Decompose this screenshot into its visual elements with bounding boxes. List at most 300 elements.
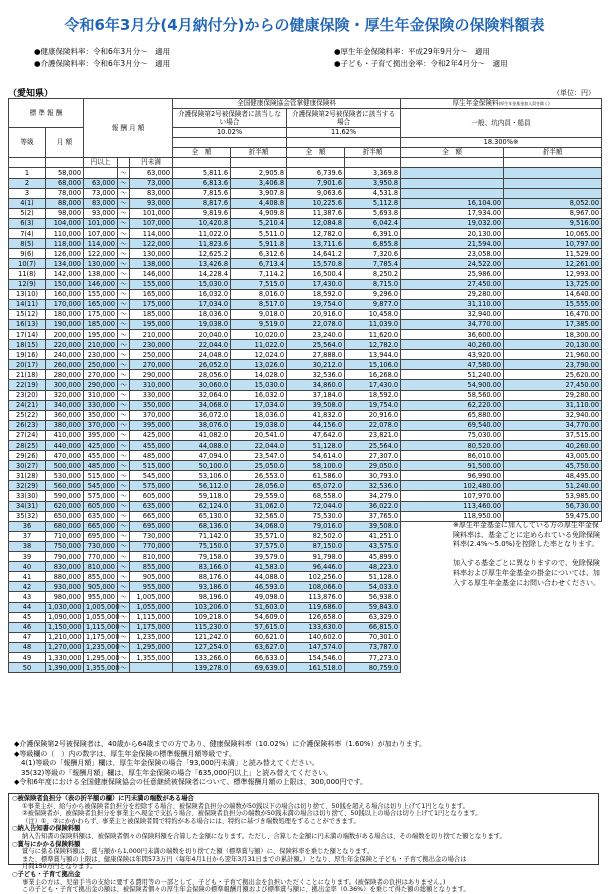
table-cell: 154,546.0 — [287, 652, 345, 662]
table-cell: ～ — [118, 309, 130, 319]
table-cell: 25,620.00 — [504, 370, 602, 380]
table-row — [9, 239, 602, 249]
table-cell: 11,022.0 — [173, 229, 231, 239]
table-cell: 605,000 — [84, 501, 118, 511]
table-cell: 17(14) — [9, 329, 46, 339]
table-cell: 83,000 — [130, 188, 173, 198]
table-cell: 79,158.0 — [173, 552, 231, 562]
table-cell: 395,000 — [84, 430, 118, 440]
table-cell: 1,115,000 — [84, 622, 118, 632]
table-cell: 730,000 — [84, 541, 118, 551]
table-cell: 13,944.0 — [345, 350, 401, 360]
table-cell: 75,030.00 — [401, 430, 504, 440]
table-cell: 5,811.6 — [173, 168, 231, 178]
table-cell: 118,000 — [46, 239, 84, 249]
table-cell: 41,082.0 — [173, 430, 231, 440]
notes-text: （注）①、②にかかわらず、事業主と被保険者間で特約がある場合には、特約に基づき端数処理をすることができます。 — [22, 817, 360, 825]
table-cell: ～ — [118, 259, 130, 269]
table-cell: 200,000 — [46, 329, 84, 339]
table-cell: 65,880.00 — [401, 410, 504, 420]
full-header-1: 全 額 — [173, 148, 231, 158]
table-row — [9, 340, 602, 350]
unit-label: （単位：円） — [553, 89, 595, 97]
table-row — [9, 360, 602, 370]
table-row — [9, 299, 602, 309]
table-cell: 50 — [9, 663, 46, 673]
table-cell: 107,970.00 — [401, 491, 504, 501]
notes-text: また、標準賞与額の上限は、健康保険は年間573万円（毎年4月1日から翌年3月31日までの累計額。）となり、厚生年金保険と子ども・子育て拠出金の場合は — [22, 855, 467, 863]
table-cell: 50,100.0 — [173, 461, 231, 471]
table-cell: 605,000 — [130, 491, 173, 501]
table-cell: 1,175,000 — [84, 632, 118, 642]
table-cell: 300,000 — [46, 380, 84, 390]
table-cell: 1,355,000 — [84, 663, 118, 673]
table-row — [9, 329, 602, 339]
table-cell: 88,000 — [46, 198, 84, 208]
half-header-1: 折半額 — [231, 148, 287, 158]
table-cell: ～ — [118, 642, 130, 652]
table-cell: 23(20) — [9, 390, 46, 400]
yen-under: 円未満 — [130, 158, 173, 168]
table-cell: 175,000 — [84, 309, 118, 319]
table-cell: ～ — [118, 340, 130, 350]
table-cell: 69,540.00 — [401, 420, 504, 430]
table-row — [9, 208, 602, 218]
table-cell: 58,000 — [46, 168, 84, 178]
table-cell: ～ — [118, 562, 130, 572]
table-cell: 12,084.8 — [287, 218, 345, 228]
table-cell: 485,000 — [84, 461, 118, 471]
table-cell: 18(15) — [9, 340, 46, 350]
table-cell: 35(32) — [9, 511, 46, 521]
table-cell: 260,000 — [46, 360, 84, 370]
notes-text: 納入告知書の保険料額は、被保険者個々の保険料額を合算した金額になります。ただし、合算した金額に円未満の端数がある場合は、その端数を切り捨てた額となります。 — [22, 832, 506, 840]
table-cell: 230,000 — [130, 340, 173, 350]
table-cell: 1,210,000 — [46, 632, 84, 642]
table-cell: 17,430.0 — [287, 279, 345, 289]
table-cell: 138,000 — [130, 259, 173, 269]
table-cell: 12,261.00 — [504, 259, 602, 269]
table-cell: 47,642.0 — [287, 430, 345, 440]
table-cell: 30,793.0 — [345, 471, 401, 481]
table-cell: 750,000 — [46, 541, 84, 551]
table-cell: 61,586.0 — [287, 471, 345, 481]
table-cell: 68,000 — [46, 178, 84, 188]
table-cell: 60,621.0 — [231, 632, 287, 642]
table-cell: 41 — [9, 572, 46, 582]
table-cell: 12,993.00 — [504, 269, 602, 279]
table-cell: 77,273.0 — [345, 652, 401, 662]
table-cell: 12,782.0 — [287, 229, 345, 239]
table-cell: 63,000 — [84, 178, 118, 188]
table-cell: 34(31) — [9, 501, 46, 511]
table-cell: 53,106.0 — [173, 471, 231, 481]
table-cell: ～ — [118, 208, 130, 218]
table-cell: 56,112.0 — [173, 481, 231, 491]
table-cell: 24,048.0 — [173, 350, 231, 360]
table-cell: 7,815.6 — [173, 188, 231, 198]
table-cell: ～ — [118, 521, 130, 531]
table-cell: 73,000 — [84, 188, 118, 198]
table-cell: 14,228.4 — [173, 269, 231, 279]
table-cell: 665,000 — [84, 521, 118, 531]
table-cell: 126,000 — [46, 249, 84, 259]
table-cell: 18,592.0 — [287, 289, 345, 299]
table-cell: 165,000 — [84, 299, 118, 309]
footnote-line: ◆等級欄の（ ）内の数字は、厚生年金保険の標準報酬月額等級です。 — [14, 749, 236, 758]
table-cell: 8,016.0 — [231, 289, 287, 299]
table-cell: 36,072.0 — [173, 410, 231, 420]
table-cell: 830,000 — [46, 562, 84, 572]
footnote-line: 4(1)等級の「報酬月額」欄は、厚生年金保険の場合「93,000円未満」と読み替えてください。 — [14, 759, 319, 767]
yen-over: 円以上 — [84, 158, 118, 168]
table-cell: 440,000 — [46, 441, 84, 451]
table-cell: 730,000 — [130, 531, 173, 541]
table-cell: 28,056.0 — [231, 481, 287, 491]
table-row — [9, 289, 602, 299]
table-cell: 410,000 — [46, 430, 84, 440]
table-cell: ～ — [118, 451, 130, 461]
table-cell: 1,150,000 — [46, 622, 84, 632]
table-cell: 34,770.00 — [504, 420, 602, 430]
rate-care: 11.62% — [287, 128, 401, 138]
table-cell: 220,000 — [46, 340, 84, 350]
table-cell: 770,000 — [84, 552, 118, 562]
table-cell: 7,785.4 — [345, 259, 401, 269]
table-cell: 108,066.0 — [287, 582, 345, 592]
table-cell: 75,530.0 — [287, 511, 345, 521]
table-cell: 48 — [9, 642, 46, 652]
table-cell: 11,823.6 — [173, 239, 231, 249]
table-cell: 118,950.00 — [401, 511, 504, 521]
table-cell: 39,508.0 — [287, 400, 345, 410]
table-cell: 27,450.00 — [401, 279, 504, 289]
table-cell: 650,000 — [46, 511, 84, 521]
table-cell: 47 — [9, 632, 46, 642]
kyokai-header: 全国健康保険協会管掌健康保険料 — [173, 99, 401, 109]
table-cell: 134,000 — [46, 259, 84, 269]
table-cell: 16,032.0 — [231, 390, 287, 400]
table-cell: 43,920.00 — [401, 350, 504, 360]
table-cell: 20,916.0 — [287, 309, 345, 319]
table-cell: 54,609.0 — [231, 612, 287, 622]
table-cell: 15,555.00 — [504, 299, 602, 309]
table-cell: 51,240.00 — [504, 481, 602, 491]
table-cell: 10,225.6 — [287, 198, 345, 208]
notes-box — [8, 793, 599, 894]
table-cell: 19,754.0 — [287, 299, 345, 309]
table-cell: 620,000 — [46, 501, 84, 511]
table-row — [9, 279, 602, 289]
table-cell: 142,000 — [46, 269, 84, 279]
table-cell: 101,000 — [130, 208, 173, 218]
table-cell: 370,000 — [130, 410, 173, 420]
pension-rate: ●厚生年金保険料率：平成29年9月分～ 適用 — [334, 47, 490, 56]
table-cell: 86,010.00 — [401, 451, 504, 461]
table-cell: 1,295,000 — [84, 652, 118, 662]
table-cell: 9,819.6 — [173, 208, 231, 218]
table-cell: 45,750.00 — [504, 461, 602, 471]
table-cell: ～ — [118, 501, 130, 511]
table-cell: 930,000 — [46, 582, 84, 592]
pension-header: 厚生年金保険料(厚生年金基金加入員を除く) — [401, 99, 602, 109]
table-cell: 13,426.8 — [173, 259, 231, 269]
table-cell: 1,235,000 — [84, 642, 118, 652]
table-cell: 54,033.0 — [345, 582, 401, 592]
table-cell: 25,050.0 — [231, 461, 287, 471]
table-cell: ～ — [118, 592, 130, 602]
table-cell: 66,815.0 — [345, 622, 401, 632]
table-cell: 20,916.0 — [345, 410, 401, 420]
table-cell: 5,511.0 — [231, 229, 287, 239]
table-cell: 30,060.0 — [173, 380, 231, 390]
table-cell: 44,156.0 — [287, 420, 345, 430]
table-cell: 140,602.0 — [287, 632, 345, 642]
table-cell: 380,000 — [46, 420, 84, 430]
table-cell: 13,711.6 — [287, 239, 345, 249]
table-cell: 8,817.6 — [173, 198, 231, 208]
table-cell: ～ — [118, 410, 130, 420]
table-cell: 73,000 — [130, 178, 173, 188]
table-cell: 110,000 — [46, 229, 84, 239]
child-rate: ●子ども・子育て拠出金率：令和2年4月分～ 適用 — [334, 59, 508, 68]
table-cell: 37,765.0 — [345, 511, 401, 521]
general-header: 一般、坑内員・船員 — [401, 109, 602, 138]
table-cell: 41,251.0 — [345, 531, 401, 541]
table-cell: 69,639.0 — [231, 663, 287, 673]
table-cell: 8,052.00 — [504, 198, 602, 208]
table-cell: 29,050.0 — [345, 461, 401, 471]
table-cell: ～ — [118, 400, 130, 410]
table-cell: 48,495.00 — [504, 471, 602, 481]
table-cell: 87,150.0 — [287, 541, 345, 551]
table-cell: 810,000 — [130, 552, 173, 562]
table-cell: 54,614.0 — [287, 451, 345, 461]
table-cell: 62,220.00 — [401, 400, 504, 410]
table-cell: ～ — [118, 602, 130, 612]
table-cell: ～ — [118, 289, 130, 299]
full-header-3: 全 額 — [401, 148, 504, 158]
table-cell: 72,044.0 — [287, 501, 345, 511]
table-cell: ～ — [118, 420, 130, 430]
table-cell: 46 — [9, 622, 46, 632]
table-cell: 5,210.4 — [231, 218, 287, 228]
table-cell: 12,782.0 — [345, 340, 401, 350]
table-cell: 16,104.00 — [401, 198, 504, 208]
table-cell: 22,078.0 — [287, 319, 345, 329]
table-cell: 16,500.4 — [287, 269, 345, 279]
half-header-3: 折半額 — [504, 148, 602, 158]
table-cell: 4,909.8 — [231, 208, 287, 218]
table-cell: ～ — [118, 299, 130, 309]
table-cell: 250,000 — [84, 360, 118, 370]
table-cell: 20,541.0 — [231, 430, 287, 440]
table-cell: 113,876.0 — [287, 592, 345, 602]
table-cell: 17,934.00 — [401, 208, 504, 218]
table-cell: 121,242.0 — [173, 632, 231, 642]
table-cell: 42 — [9, 582, 46, 592]
table-cell: 14,640.00 — [504, 289, 602, 299]
table-cell: 9,063.6 — [287, 188, 345, 198]
table-cell: 41,583.0 — [231, 562, 287, 572]
table-cell: 665,000 — [130, 511, 173, 521]
table-cell: 310,000 — [130, 380, 173, 390]
table-cell: 855,000 — [84, 572, 118, 582]
table-cell: 11,529.00 — [504, 249, 602, 259]
table-cell: 1 — [9, 168, 46, 178]
table-cell: 5,693.8 — [345, 208, 401, 218]
table-cell: 29(26) — [9, 451, 46, 461]
table-cell: 575,000 — [130, 481, 173, 491]
table-cell: 51,128.0 — [287, 441, 345, 451]
table-cell: 160,000 — [46, 289, 84, 299]
table-cell: 31,110.00 — [401, 299, 504, 309]
table-cell: 23,547.0 — [231, 451, 287, 461]
table-cell: ～ — [118, 491, 130, 501]
table-cell: 1,090,000 — [46, 612, 84, 622]
table-cell: 13(10) — [9, 289, 46, 299]
table-cell: ～ — [118, 360, 130, 370]
table-cell: 13,026.0 — [231, 360, 287, 370]
table-cell: 17,430.0 — [345, 380, 401, 390]
table-cell: 155,000 — [130, 279, 173, 289]
table-cell: 170,000 — [46, 299, 84, 309]
table-cell: 139,278.0 — [173, 663, 231, 673]
table-row — [9, 218, 602, 228]
table-cell: ～ — [118, 622, 130, 632]
table-cell: 47,094.0 — [173, 451, 231, 461]
table-cell: 46,593.0 — [231, 582, 287, 592]
table-cell: 98,196.0 — [173, 592, 231, 602]
table-cell: 150,000 — [46, 279, 84, 289]
care-rate: ●介護保険料率：令和6年3月分～ 適用 — [34, 59, 171, 68]
table-cell: 12,625.2 — [173, 249, 231, 259]
table-cell: 10,797.00 — [504, 239, 602, 249]
table-cell: 102,256.0 — [287, 572, 345, 582]
table-cell: 290,000 — [130, 370, 173, 380]
table-cell: 1,115,000 — [130, 612, 173, 622]
table-cell: ～ — [118, 218, 130, 228]
table-cell: 103,206.0 — [173, 602, 231, 612]
table-cell: 19(16) — [9, 350, 46, 360]
table-cell: 680,000 — [46, 521, 84, 531]
table-cell: 6,855.8 — [345, 239, 401, 249]
table-cell: 10,020.0 — [231, 329, 287, 339]
table-cell: 455,000 — [130, 441, 173, 451]
table-cell: 30(27) — [9, 461, 46, 471]
table-cell: ～ — [118, 249, 130, 259]
table-cell: 16,032.0 — [173, 289, 231, 299]
table-cell: 29,280.00 — [401, 289, 504, 299]
table-cell: 7,320.6 — [345, 249, 401, 259]
table-cell: 48,223.0 — [345, 562, 401, 572]
table-cell: 19,038.0 — [173, 319, 231, 329]
table-cell: 635,000 — [84, 511, 118, 521]
table-cell: 27(24) — [9, 430, 46, 440]
table-cell: 34,068.0 — [231, 521, 287, 531]
footnote-line: ◆介護保険第2号被保険者は、40歳から64歳までの方であり、健康保険料率（10.02%）に介護保険料率（1.60%）が加わります。 — [14, 740, 427, 748]
table-cell: 22,044.0 — [173, 340, 231, 350]
table-cell: 33(30) — [9, 491, 46, 501]
table-cell: 71,142.0 — [173, 531, 231, 541]
prefecture: （愛知県） — [8, 89, 54, 99]
table-cell: 40 — [9, 562, 46, 572]
table-row — [9, 178, 602, 188]
table-cell: 41,832.0 — [287, 410, 345, 420]
table-cell: 44,088.0 — [231, 572, 287, 582]
notes-text: 事業主の方は、児童手当の支給に要する費用等の一部として、子ども・子育て拠出金を負担いただくことになります。(被保険者の負担はありません。) — [22, 878, 446, 886]
table-cell: 22(19) — [9, 380, 46, 390]
table-cell: 8,250.2 — [345, 269, 401, 279]
table-cell: 1,235,000 — [130, 632, 173, 642]
table-cell: 32,940.00 — [401, 309, 504, 319]
table-cell: 3,907.8 — [231, 188, 287, 198]
table-cell: 9,519.0 — [231, 319, 287, 329]
rate-health: 10.02% — [173, 128, 287, 138]
table-cell: 37,515.00 — [504, 430, 602, 440]
table-cell: 63,627.0 — [231, 642, 287, 652]
half-header-2: 折半額 — [345, 148, 401, 158]
table-cell: 15,030.0 — [173, 279, 231, 289]
table-cell: 8,715.0 — [345, 279, 401, 289]
table-cell: 3,950.8 — [345, 178, 401, 188]
table-row — [9, 511, 602, 521]
table-row — [9, 461, 602, 471]
table-cell: 165,000 — [130, 289, 173, 299]
table-cell: 10,065.00 — [504, 229, 602, 239]
table-row — [9, 430, 602, 440]
table-cell: 9(6) — [9, 249, 46, 259]
table-cell: 104,000 — [46, 218, 84, 228]
table-cell: 290,000 — [84, 380, 118, 390]
table-cell: ～ — [118, 652, 130, 662]
table-cell: 114,000 — [84, 239, 118, 249]
table-cell: 39,579.0 — [231, 552, 287, 562]
table-cell: 56,938.0 — [345, 592, 401, 602]
table-cell: 45 — [9, 612, 46, 622]
table-cell: 240,000 — [46, 350, 84, 360]
table-cell: 16,268.0 — [345, 370, 401, 380]
table-cell: 7(4) — [9, 229, 46, 239]
table-cell: 14(11) — [9, 299, 46, 309]
table-cell: 32,064.0 — [173, 390, 231, 400]
table-cell: ～ — [118, 178, 130, 188]
table-row — [9, 249, 602, 259]
table-cell: 36,600.00 — [401, 329, 504, 339]
notes-text: 賞与に係る保険料額は、賞与額から1,000円未満の端数を切り捨てた額（標準賞与額）に、保険料率を乗じた額となります。 — [22, 848, 374, 856]
table-cell: 175,000 — [130, 299, 173, 309]
table-cell: 96,446.0 — [287, 562, 345, 572]
table-cell: 20(17) — [9, 360, 46, 370]
table-cell: 575,000 — [84, 491, 118, 501]
table-cell: 455,000 — [84, 451, 118, 461]
table-cell: 9,296.0 — [345, 289, 401, 299]
table-cell: 16(13) — [9, 319, 46, 329]
table-cell: 24,522.00 — [401, 259, 504, 269]
table-cell: 138,000 — [84, 269, 118, 279]
table-row — [9, 481, 602, 491]
notes-heading: ○子ども・子育て拠出金 — [12, 870, 81, 878]
table-cell: ～ — [118, 572, 130, 582]
table-cell: 57,615.0 — [231, 622, 287, 632]
table-cell: 15,030.0 — [231, 380, 287, 390]
with-care-header: 介護保険第2号被保険者に該当する場合 — [287, 109, 401, 128]
monthly-header: 月 額 — [46, 128, 84, 158]
table-cell: 6,312.6 — [231, 249, 287, 259]
table-cell: 93,186.0 — [173, 582, 231, 592]
table-cell: 18,036.0 — [231, 410, 287, 420]
table-cell: 2,905.8 — [231, 168, 287, 178]
